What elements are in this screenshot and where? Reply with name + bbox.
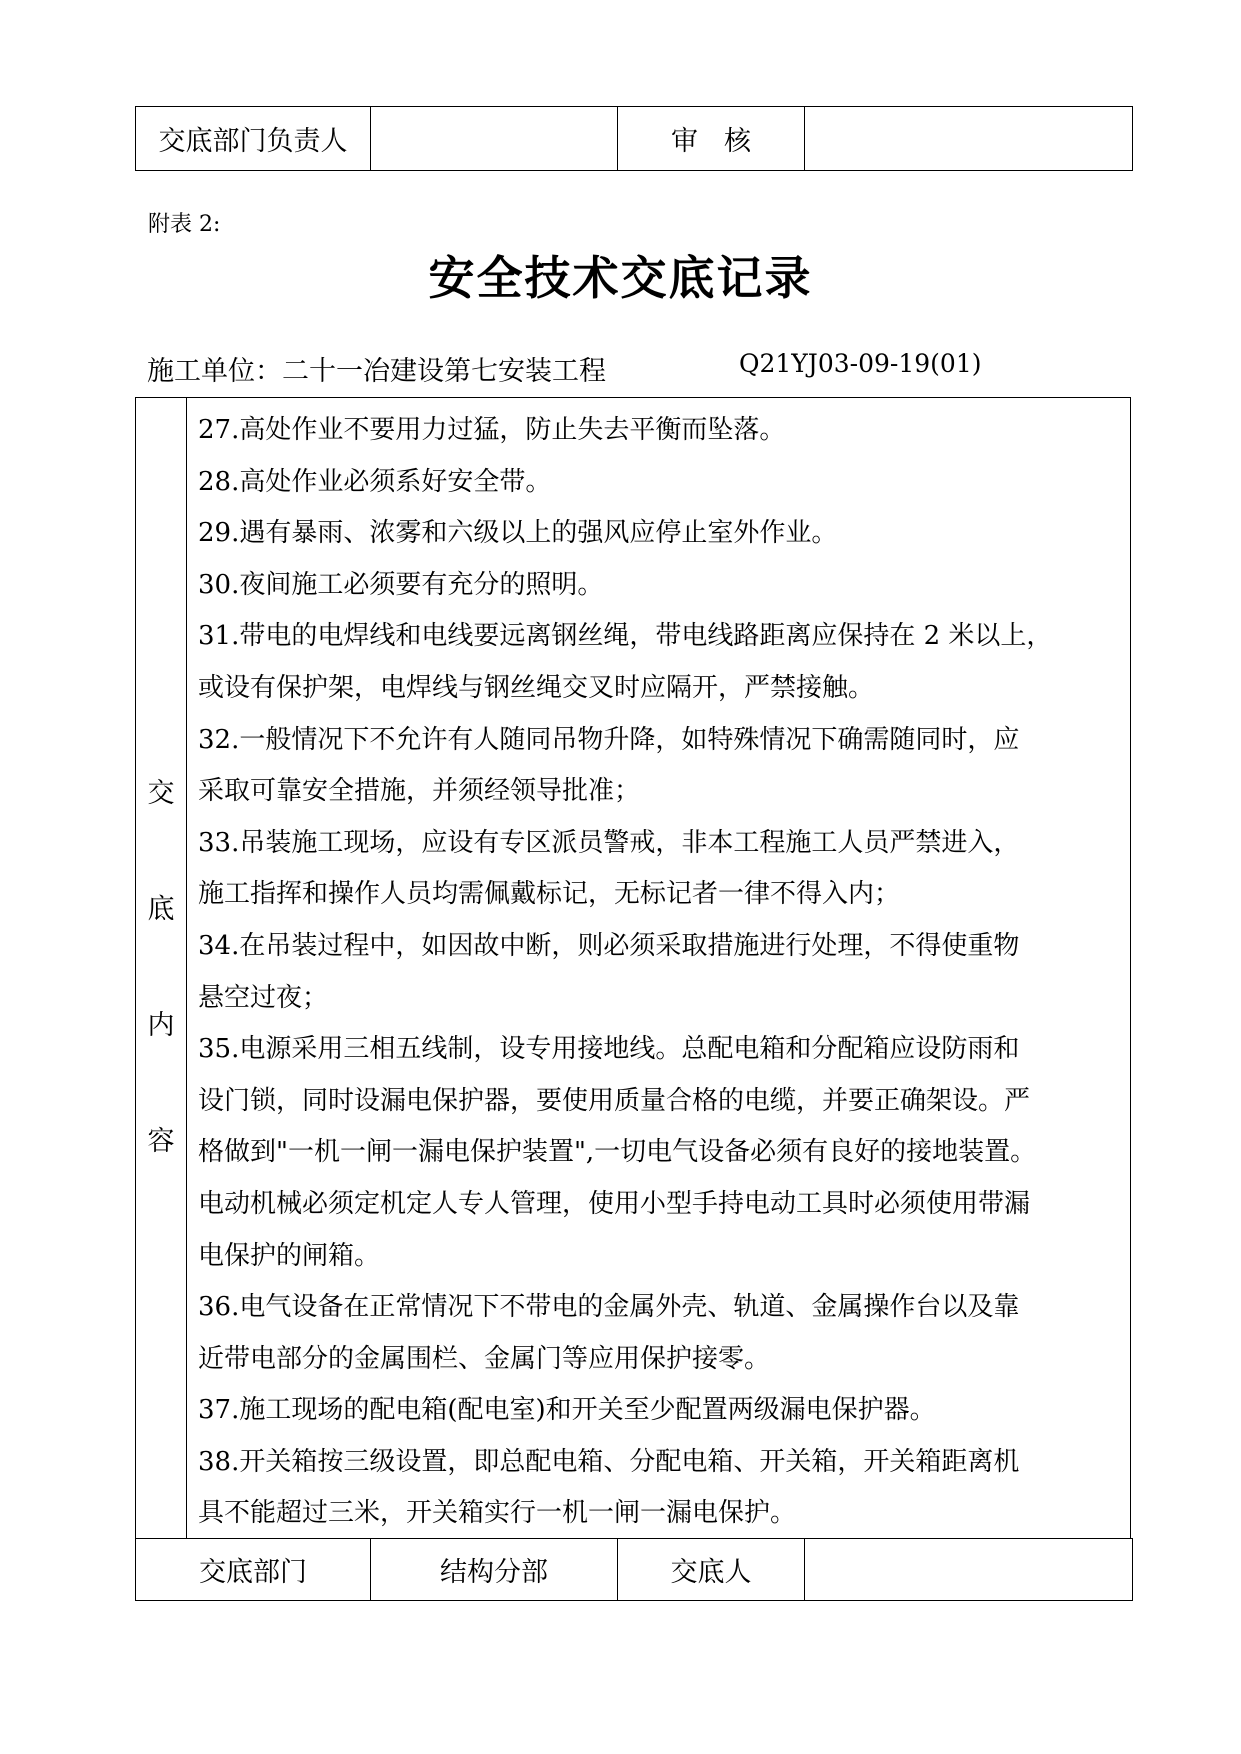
- signature-table: [135, 1538, 1133, 1601]
- text-line: 电保护的闸箱。: [198, 1240, 381, 1271]
- text-line: 30.夜间施工必须要有充分的照明。: [198, 569, 604, 600]
- side-label-char: 容: [147, 1126, 175, 1157]
- side-label-char: 内: [147, 1010, 175, 1041]
- page-title: 安全技术交底记录: [428, 251, 813, 305]
- responsible-label: 交底部门负责人: [136, 107, 371, 171]
- side-label-char: 底: [147, 894, 175, 925]
- text-line: 格做到"一机一闸一漏电保护装置",一切电气设备必须有良好的接地装置。: [198, 1137, 1037, 1168]
- text-line: 近带电部分的金属围栏、金属门等应用保护接零。: [198, 1343, 771, 1374]
- side-label-char: 交: [147, 778, 175, 809]
- text-line: 37.施工现场的配电箱(配电室)和开关至少配置两级漏电保护器。: [198, 1395, 936, 1426]
- dept-label: 交底部门: [136, 1539, 371, 1601]
- text-line: 29.遇有暴雨、浓雾和六级以上的强风应停止室外作业。: [198, 518, 838, 549]
- review-label-text: 审核: [671, 126, 777, 157]
- text-line: 28.高处作业必须系好安全带。: [198, 466, 552, 497]
- approval-table: [135, 106, 1133, 171]
- text-line: 或设有保护架，电焊线与钢丝绳交叉时应隔开，严禁接触。: [198, 672, 875, 703]
- text-line: 悬空过夜；: [198, 982, 329, 1013]
- person-label: 交底人: [618, 1539, 805, 1601]
- text-line: 34.在吊装过程中，如因故中断，则必须采取措施进行处理，不得使重物: [198, 930, 1020, 961]
- review-label: [618, 107, 805, 171]
- text-line: 36.电气设备在正常情况下不带电的金属外壳、轨道、金属操作台以及靠: [198, 1292, 1020, 1323]
- text-line: 33.吊装施工现场，应设有专区派员警戒，非本工程施工人员严禁进入，: [198, 827, 1020, 858]
- text-line: 35.电源采用三相五线制，设专用接地线。总配电箱和分配箱应设防雨和: [198, 1034, 1020, 1065]
- person-value-cell[interactable]: [805, 1539, 1133, 1601]
- construction-unit: 施工单位：二十一冶建设第七安装工程: [147, 356, 606, 387]
- text-line: 27.高处作业不要用力过猛，防止失去平衡而坠落。: [198, 415, 786, 445]
- document-code: Q21YJ03-09-19(01): [739, 349, 982, 378]
- side-label-column: [135, 397, 187, 1539]
- text-line: 31.带电的电焊线和电线要远离钢丝绳，带电线路距离应保持在 2 米以上，: [198, 621, 1053, 652]
- responsible-value-cell[interactable]: [371, 107, 618, 171]
- text-line: 施工指挥和操作人员均需佩戴标记，无标记者一律不得入内；: [198, 879, 901, 910]
- text-line: 设门锁，同时设漏电保护器，要使用质量合格的电缆，并要正确架设。严: [198, 1085, 1031, 1116]
- review-value-cell[interactable]: [805, 107, 1133, 171]
- text-line: 电动机械必须定机定人专人管理，使用小型手持电动工具时必须使用带漏: [198, 1188, 1031, 1219]
- text-line: 32.一般情况下不允许有人随同吊物升降，如特殊情况下确需随同时，应: [198, 724, 1020, 755]
- disclosure-text: [198, 405, 1126, 1540]
- text-line: 采取可靠安全措施，并须经领导批准；: [198, 776, 641, 807]
- text-line: 具不能超过三米，开关箱实行一机一闸一漏电保护。: [198, 1498, 797, 1529]
- text-line: 38.开关箱按三级设置，即总配电箱、分配电箱、开关箱，开关箱距离机: [198, 1446, 1020, 1477]
- appendix-label: 附表 2:: [148, 212, 221, 237]
- dept-value: 结构分部: [371, 1539, 618, 1601]
